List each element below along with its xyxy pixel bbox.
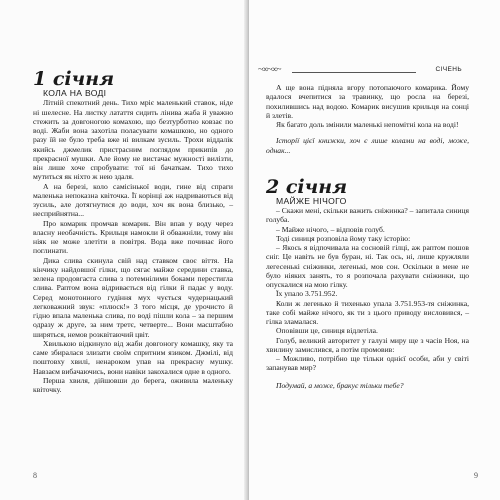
running-head-title: СІЧЕНЬ (435, 66, 462, 73)
paragraph: Тоді синиця розповіла йому таку історію: (276, 233, 411, 243)
left-page-text (33, 69, 233, 394)
paragraph: – Майже нічого, – відповів голуб. (276, 224, 385, 234)
paragraph: Перша хвиля, дійшовши до берега, оживила маленьку квіточку. (33, 375, 233, 394)
reflection-question: Подумай, а може, бракує тільки тебе? (276, 380, 404, 390)
paragraph: Літній спекотний день. Тихо мріє маленький ставок, ніде ні шелесне. На листку латаття сидить лінива жаба й уважно стежить за довгоногою комахою, що безтурботно ковзає по воді. Жаби вона захотіла поласувати комашкою, но одного разу їй не було треба вже ні вилкам зусиль. Трохи віддалік якийсь джмелик пристрасним поглядом прикипів до прекрасної мушки. Але йому не вистачає мужності вилізти, він лише хоче спробувати: тої ні бачаткам. Тихо тихо мутиться як ніхто ж нею здаля. (33, 98, 233, 182)
paragraph: А на березі, коло самісінької води, гине від спраги маленька непоказна квіточка. Її корінці аж надриваються від зусиль, але дотягнутися до води, хоч як вона близько, – несприйнятна... (33, 181, 233, 219)
reflection-question: Історії цієї книжки, хоч є лише колами на воді, може, однак... (266, 136, 469, 155)
running-head (258, 66, 462, 74)
left-page (0, 0, 246, 500)
page-number-right: 9 (474, 471, 478, 480)
day-title-jan-1: 1 січня (33, 68, 115, 90)
story-heading-circles-on-water: КОЛА НА ВОДІ (43, 88, 107, 98)
paragraph: Дика слива скинула свій над ставком своє віття. На кінчику найдовшої гілки, що сягає майже середини ставка, зелена продовгаста слива з потемнілими боками перестигла слива. Раптом вона відривається від гілки й падає у воду. Серед монотонного гудіння мух чується чудернацький легковажний звук: «плюск!» З того місця, де урочисто й гідно впала маленька слива, по воді пішли кола – за першим одразу ж друге, за ним третє, четверте... Вони масштабно ширяться, немов розквітаючий цвіт. (33, 255, 233, 339)
paragraph: Хвилькою відкинуло від жаби довгоногу комашку, яку та саме збиралася злизати своїм спритним язиком. Джмілі, від поштовху хвилі, ненароком упав на прекрасну мушку. Навзаєм вибачаючись, вони навіки закохалися одне в одного. (33, 338, 233, 376)
right-page (249, 0, 500, 500)
paragraph: – Скажи мені, скільки важить сніжинка? – запитала синиця голуба. (266, 206, 469, 225)
paragraph: – Можливо, потрібно ще тільки однієї особи, аби у світі запанував мир? (266, 354, 469, 373)
paragraph: Про комарик промчав комарик. Він впав у воду через власну необачність. Крильця намокли й обважніли, тому він ніяк не може злетіти в повітря. Вода вже починає його поглинати. (33, 218, 233, 256)
page-number-left: 8 (33, 471, 37, 480)
ornament-icon: ~∞~∞~ (258, 64, 281, 74)
paragraph: Оповівши це, синиця відлетіла. (276, 326, 378, 336)
paragraph: Коли ж легенько й тихенько упала 3.751.953-тя сніжинка, таке собі майже нічого, як ти з цього приводу висловився, – гілка зламалася. (266, 298, 469, 326)
paragraph: – Якось я відпочивала на сосновій гілці, аж раптом пошов сніг. Це навіть не був буран, ні. Так ось, ні, лише кружляли легесенькі сніжинки, легенькі, мов сон. Оскільки в мене не було ніяких занять, то я розпочала рахувати сніжинки, що опускалися на мою гілку. (266, 243, 469, 289)
running-head-rule (292, 72, 416, 73)
paragraph: А ще вона підняла вгору потопаючого комарика. Йому вдалося вчепитися за травинку, що росла на березі, похилившись над водою. Комарик висушив крильця на сонці й злетів. (266, 83, 469, 120)
right-page-text (266, 83, 469, 390)
story-heading-almost-nothing: МАЙЖЕ НІЧОГО (276, 195, 347, 206)
paragraph: Голуб, великий авторитет у галузі миру ще з часів Ноя, на хвилину замислився, а потім промовив: (266, 335, 469, 354)
paragraph: Їх упало 3.751.952. (276, 289, 338, 299)
paragraph: Як багато доль змінили маленькі непомітні кола на воді! (276, 120, 459, 129)
day-title-jan-2: 2 січня (266, 175, 348, 198)
